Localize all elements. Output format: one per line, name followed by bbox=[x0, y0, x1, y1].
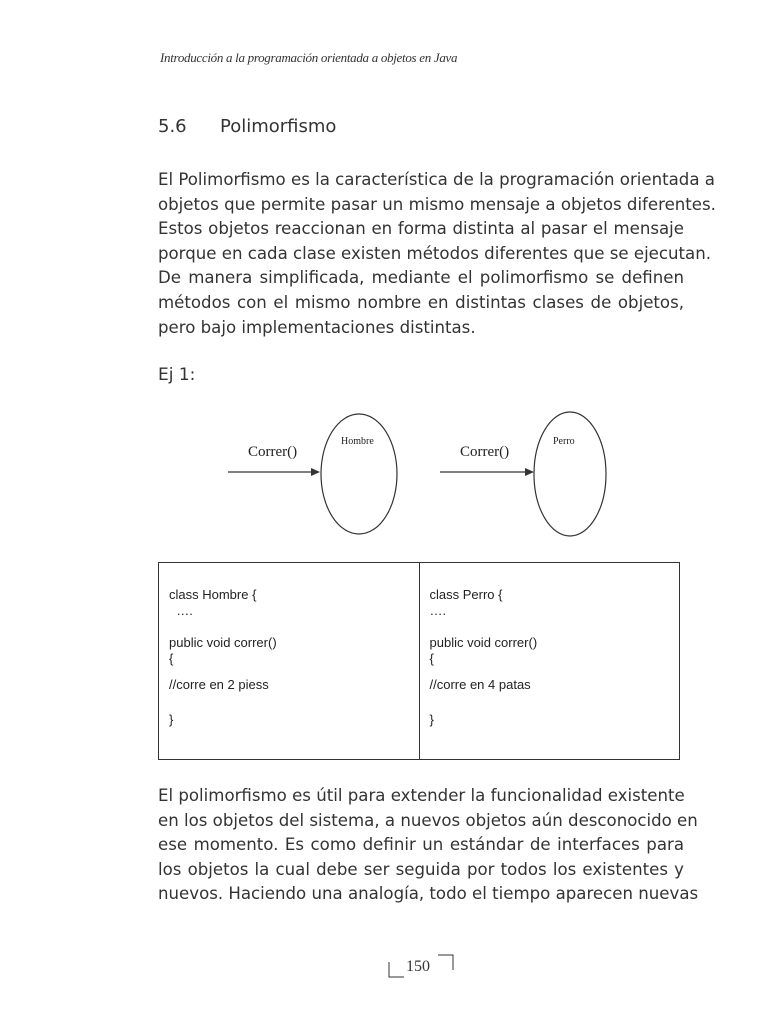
code-line: } bbox=[429, 712, 434, 727]
object-label-hombre: Hombre bbox=[341, 436, 374, 447]
page-number: 150 bbox=[406, 958, 430, 975]
section-title: Polimorfismo bbox=[220, 116, 337, 137]
running-header: Introducción a la programación orientada a objetos en Java bbox=[160, 50, 458, 65]
code-line: class Hombre { bbox=[169, 587, 257, 602]
code-line: …. bbox=[429, 603, 447, 618]
message-label-right: Correr() bbox=[460, 444, 510, 460]
code-line: } bbox=[169, 712, 174, 727]
text-line: Estos objetos reaccionan en forma distinta al pasar el mensaje bbox=[158, 219, 684, 239]
section-number: 5.6 bbox=[158, 116, 187, 137]
code-line: //corre en 2 piess bbox=[169, 677, 269, 692]
diagram-right-group bbox=[440, 412, 606, 536]
code-line: { bbox=[429, 651, 434, 666]
text-line: los objetos la cual debe ser seguida por todos los existentes y bbox=[158, 859, 684, 879]
object-circle-hombre bbox=[321, 414, 397, 534]
text-line: ese momento. Es como definir un estándar de interfaces para bbox=[158, 835, 684, 855]
code-line: …. bbox=[169, 603, 193, 618]
text-line: nuevos. Haciendo una analogía, todo el tiempo aparecen nuevas bbox=[158, 884, 699, 904]
code-line: //corre en 4 patas bbox=[429, 677, 531, 692]
code-line: class Perro { bbox=[429, 587, 503, 602]
paragraph-usefulness bbox=[158, 784, 699, 907]
text-line: pero bajo implementaciones distintas. bbox=[158, 317, 476, 337]
text-line: De manera simplificada, mediante el polimorfismo se definen bbox=[158, 268, 684, 288]
message-label-left: Correr() bbox=[248, 444, 298, 460]
text-line: porque en cada clase existen métodos diferentes que se ejecutan. bbox=[158, 243, 711, 263]
object-label-perro: Perro bbox=[553, 436, 575, 447]
section-heading bbox=[158, 116, 336, 137]
text-line: objetos que permite pasar un mismo mensaje a objetos diferentes. bbox=[158, 194, 716, 214]
crop-mark-right bbox=[438, 954, 454, 970]
code-cell-perro bbox=[419, 563, 680, 759]
arrowhead-right bbox=[525, 468, 534, 476]
crop-mark-left bbox=[388, 962, 404, 978]
text-line: en los objetos del sistema, a nuevos objetos aún desconocido en bbox=[158, 810, 698, 830]
arrowhead-left bbox=[311, 468, 320, 476]
code-line: public void correr() bbox=[169, 635, 277, 650]
paragraph-intro bbox=[158, 168, 716, 340]
code-line: { bbox=[169, 651, 174, 666]
diagram-left-group bbox=[228, 414, 397, 534]
object-circle-perro bbox=[534, 412, 606, 536]
polymorphism-diagram bbox=[228, 404, 644, 538]
example-label: Ej 1: bbox=[158, 365, 196, 385]
code-comparison-table bbox=[158, 562, 680, 760]
text-line: El Polimorfismo es la característica de la programación orientada a bbox=[158, 170, 715, 189]
text-line: El polimorfismo es útil para extender la funcionalidad existente bbox=[158, 786, 685, 805]
code-line: public void correr() bbox=[429, 635, 538, 650]
code-cell-hombre bbox=[159, 563, 419, 759]
text-line: métodos con el mismo nombre en distintas clases de objetos, bbox=[158, 292, 684, 312]
